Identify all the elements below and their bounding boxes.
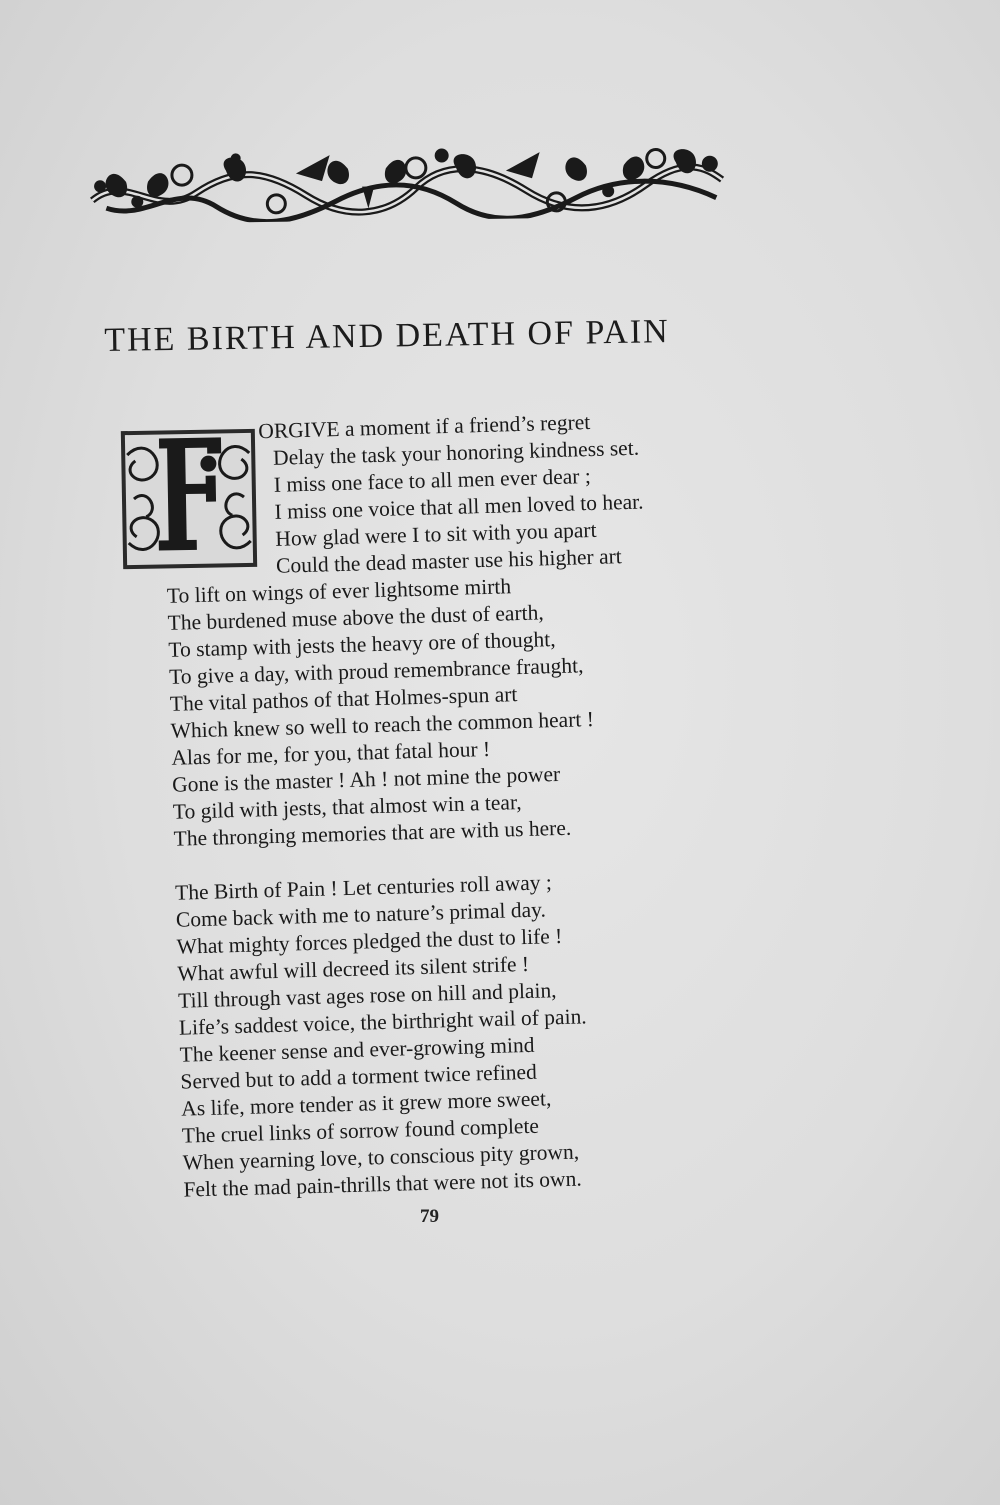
verse-line: When yearning love, to conscious pity grown, [182,1139,580,1175]
verse-line: What mighty forces pledged the dust to life ! [176,923,563,959]
verse-line: How glad were I to sit with you apart [275,517,597,551]
verse-line: ORGIVE a moment if a friend’s regret [258,409,591,444]
verse-line: Alas for me, for you, that fatal hour ! [171,736,491,770]
verse-line: Gone is the master ! Ah ! not mine the power [171,761,561,797]
verse-line: To stamp with jests the heavy ore of thought, [168,627,556,662]
verse-line: Life’s saddest voice, the birthright wail of pain. [178,1004,587,1040]
verse-line: Delay the task your honoring kindness set. [272,435,640,470]
verse-line: To gild with jests, that almost win a tear, [172,790,522,824]
verse-line: To lift on wings of ever lightsome mirth [166,574,512,608]
verse-line: Served but to add a torment twice refined [180,1059,538,1094]
verse-line: Which knew so well to reach the common heart ! [170,707,595,743]
verse-line: Could the dead master use his higher art [275,544,623,578]
verse-line: The keener sense and ever-growing mind [179,1032,535,1067]
verse-line: What awful will decreed its silent strife ! [177,951,530,986]
verse-line: The vital pathos of that Holmes-spun art [169,682,518,716]
verse-line: I miss one voice that all men loved to hear. [274,489,644,524]
verse-line: The cruel links of sorrow found complete [181,1113,540,1148]
verse-line: The thronging memories that are with us here. [173,815,572,851]
verse-line: Till through vast ages rose on hill and plain, [177,978,557,1013]
verse-line: The burdened muse above the dust of earth, [167,600,544,635]
verse-line: I miss one face to all men ever dear ; [273,463,592,497]
page-number: 79 [420,1206,439,1227]
poem-title: THE BIRTH AND DEATH OF PAIN [104,313,670,359]
floral-headpiece-icon [85,134,726,225]
verse-line: As life, more tender as it grew more sweet, [180,1086,552,1121]
verse-line: Felt the mad pain-thrills that were not its own. [183,1166,582,1202]
verse-line: To give a day, with proud remembrance fraught, [168,653,584,689]
verse-line: The Birth of Pain ! Let centuries roll away ; [174,870,553,905]
verse-line: Come back with me to nature’s primal day. [175,897,547,932]
ornamented-initial-f-icon [113,423,266,576]
